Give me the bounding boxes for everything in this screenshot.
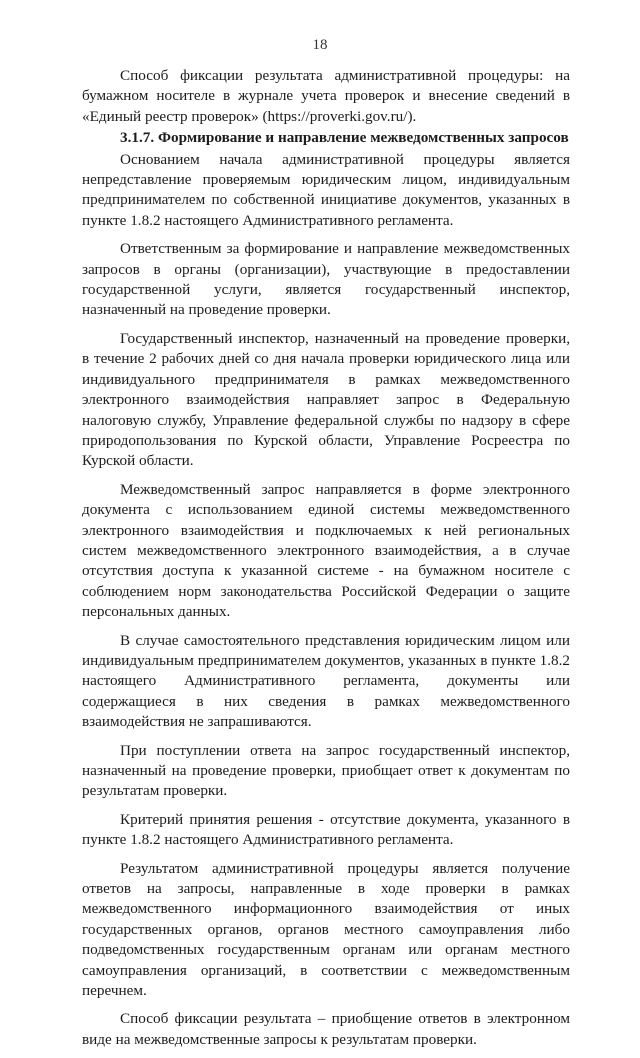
section-heading: 3.1.7. Формирование и направление межведомственных запросов xyxy=(120,129,569,147)
paragraph-result-fixation: Способ фиксации результата – приобщение ответов в электронном виде на межведомственные запросы к результатам проверки. xyxy=(82,1010,570,1048)
paragraph-decision-criterion: Критерий принятия решения - отсутствие документа, указанного в пункте 1.8.2 настоящего Административного регламента. xyxy=(82,810,570,849)
paragraph-responsible: Ответственным за формирование и направление межведомственных запросов в органы (организации), участвующие в предоставлении государственной услуги, является государственный инспектор, назначенный на проведение проверки. xyxy=(82,240,570,319)
paragraph-basis: Основанием начала административной процедуры является непредставление проверяемым юридическим лицом, индивидуальным предпринимателем по собственной инициативе документов, указанных в пункте 1.8.2 настоящего Административного регламента. xyxy=(82,150,570,229)
paragraph-response-receipt: При поступлении ответа на запрос государственный инспектор, назначенный на проведение проверки, приобщает ответ к документам по результатам проверки. xyxy=(82,741,570,800)
document-body xyxy=(82,66,570,1058)
paragraph-fixation-method: Способ фиксации результата административной процедуры: на бумажном носителе в журнале учета проверок и внесение сведений в «Единый реестр проверок» (https://proverki.gov.ru/). xyxy=(82,67,570,125)
paragraph-self-submission: В случае самостоятельного представления юридическим лицом или индивидуальным предпринимателем документов, указанных в пункте 1.8.2 настоящего Административного регламента, документы или содержащиеся в них сведения в рамках межведомственного взаимодействия не запрашиваются. xyxy=(82,631,570,731)
page-number: 18 xyxy=(312,37,328,53)
paragraph-result: Результатом административной процедуры является получение ответов на запросы, направленные в ходе проверки в рамках межведомственного информационного взаимодействия от иных государственных органов, органов местного самоуправления либо подведомственных государственным органам или органам местного самоуправления организаций, в соответствии с межведомственным перечнем. xyxy=(82,859,570,1000)
paragraph-request-form: Межведомственный запрос направляется в форме электронного документа с использованием единой системы межведомственного электронного взаимодействия и подключаемых к ней региональных систем межведомственного электронного взаимодействия, а в случае отсутствия доступа к указанной системе - на бумажном носителе с соблюдением норм законодательства Российской Федерации о защите персональных данных. xyxy=(82,480,570,621)
paragraph-inspector-request: Государственный инспектор, назначенный на проведение проверки, в течение 2 рабочих дней со дня начала проверки юридического лица или индивидуального предпринимателя в рамках межведомственного электронного взаимодействия направляет запрос в Федеральную налоговую службу, Управление федеральной службы по надзору в сфере природопользования по Курской области, Управление Росреестра по Курской области. xyxy=(82,329,570,470)
